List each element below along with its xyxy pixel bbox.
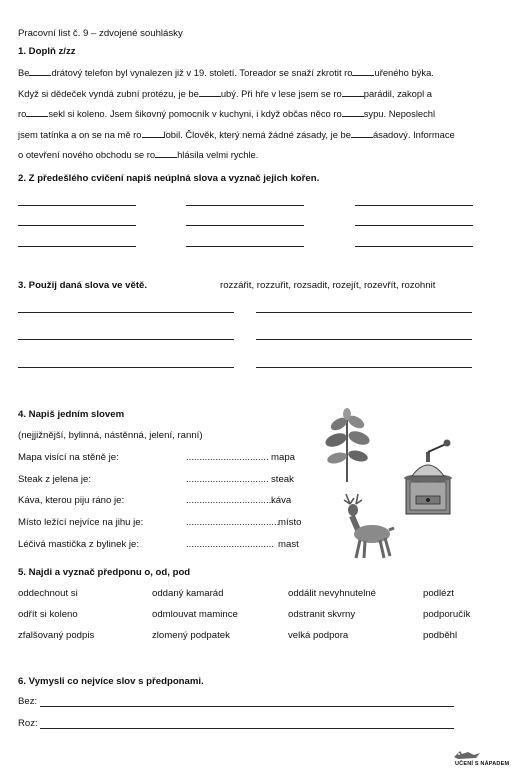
ex5-item[interactable]: zlomený podpatek [152,630,230,641]
ex4-row-2-prompt: Steak z jelena je: [18,474,92,485]
exercise-2-heading: 2. Z předešlého cvičení napiš neúplná slova a vyznač jejich kořen. [18,173,320,184]
brand-logo-text: UČENÍ S NÁPADEM [455,761,510,767]
ex1-line-1: Be drátový telefon byl vynalezen již v 19. století. Toreador se snaží zkrotit ro uřeného býka. [18,67,434,78]
ex5-item[interactable]: zfalšovaný podpis [18,630,95,641]
ex5-item[interactable]: odstranit skvrny [288,609,356,620]
fill-blank[interactable] [199,88,221,97]
exercise-3-heading: 3. Použij daná slova ve větě. [18,280,148,291]
ex1-line-3: ro sekl si koleno. Jsem šikovný pomocník v kuchyni, i když občas něco ro sypu. Neposlechl [18,108,436,120]
ex4-row-4-dots[interactable]: ................................... [186,517,280,528]
fill-blank[interactable] [351,129,373,138]
ex1-line-4: jsem tatínka a on se na mě ro lobil. Člověk, který nemá žádné zásady, je be ásadový. Informace [18,128,455,140]
answer-line[interactable] [355,246,473,247]
herb-plant-illustration [325,408,373,482]
answer-line-roz[interactable] [40,728,454,729]
fill-blank[interactable] [26,108,48,117]
ex4-row-5-prompt: Léčivá mastička z bylinek je: [18,539,140,550]
answer-line[interactable] [18,246,136,247]
ex1-line-5: o otevření nového obchodu se ro hlásila velmi rychle. [18,149,259,161]
exercise-6-heading: 6. Vymysli co nejvíce slov s předponami. [18,676,204,687]
fox-logo-icon [452,747,482,761]
answer-line[interactable] [256,312,472,313]
ex4-row-5-answer: mast [278,539,299,550]
fill-blank[interactable] [142,129,164,138]
exercise-4-options: (nejjižnější, bylinná, nástěnná, jelení, ranní) [18,430,203,441]
answer-line[interactable] [355,225,473,226]
answer-line[interactable] [18,367,234,368]
answer-line[interactable] [186,225,304,226]
ex5-item[interactable]: oddechnout si [18,588,78,599]
ex5-item[interactable]: odřít si koleno [18,609,78,620]
ex5-item[interactable]: podlézt [423,588,454,599]
ex4-row-5-dots[interactable]: ................................. [186,539,274,550]
ex5-item[interactable]: podběhl [423,630,458,641]
exercise-1-text [18,63,506,166]
exercise-5-heading: 5. Najdi a vyznač předponu o, od, pod [18,567,191,578]
ex4-row-2-dots[interactable]: ............................... [186,474,269,485]
fill-blank[interactable] [342,108,364,117]
ex4-row-1-dots[interactable]: ............................... [186,452,269,463]
coffee-grinder-illustration [398,436,458,518]
answer-line-bez[interactable] [40,706,454,707]
ex5-item[interactable]: oddálit nevyhnutelné [288,588,377,599]
exercise-3-words: rozzářit, rozzuřit, rozsadit, rozejít, rozevřít, rozohnit [220,280,436,291]
ex4-row-1-answer: mapa [271,452,295,463]
ex5-item[interactable]: oddaný kamarád [152,588,224,599]
ex4-row-2-answer: steak [271,474,294,485]
fill-blank[interactable] [352,67,374,76]
ex1-line-2: Když si dědeček vyndá zubní protézu, je be ubý. Při hře v lese jsem se ro parádil, zakopl a [18,87,433,99]
fill-blank[interactable] [29,67,51,76]
ex4-row-3-answer: káva [271,495,292,506]
ex4-row-4-answer: místo [278,517,302,528]
ex4-row-4-prompt: Místo ležící nejvíce na jihu je: [18,517,144,528]
answer-line[interactable] [18,339,234,340]
exercise-1-heading: 1. Doplň z/zz [18,46,76,57]
worksheet-title: Pracovní list č. 9 – zdvojené souhlásky [18,28,183,39]
deer-illustration [336,490,398,562]
ex4-row-1-prompt: Mapa visící na stěně je: [18,452,119,463]
prefix-label-roz: Roz: [18,718,38,729]
exercise-4-heading: 4. Napiš jedním slovem [18,409,125,420]
answer-line[interactable] [256,367,472,368]
ex4-row-3-prompt: Káva, kterou piju ráno je: [18,495,125,506]
answer-line[interactable] [355,205,473,206]
fill-blank[interactable] [155,149,177,158]
answer-line[interactable] [18,205,136,206]
answer-line[interactable] [256,339,472,340]
answer-line[interactable] [186,205,304,206]
ex5-item[interactable]: podporučík [423,609,471,620]
fill-blank[interactable] [342,88,364,97]
prefix-label-bez: Bez: [18,696,38,707]
answer-line[interactable] [186,246,304,247]
answer-line[interactable] [18,225,136,226]
ex5-item[interactable]: velká podpora [288,630,349,641]
answer-line[interactable] [18,312,234,313]
ex4-row-3-dots[interactable]: ................................. [186,495,274,506]
ex5-item[interactable]: odmlouvat mamince [152,609,238,620]
